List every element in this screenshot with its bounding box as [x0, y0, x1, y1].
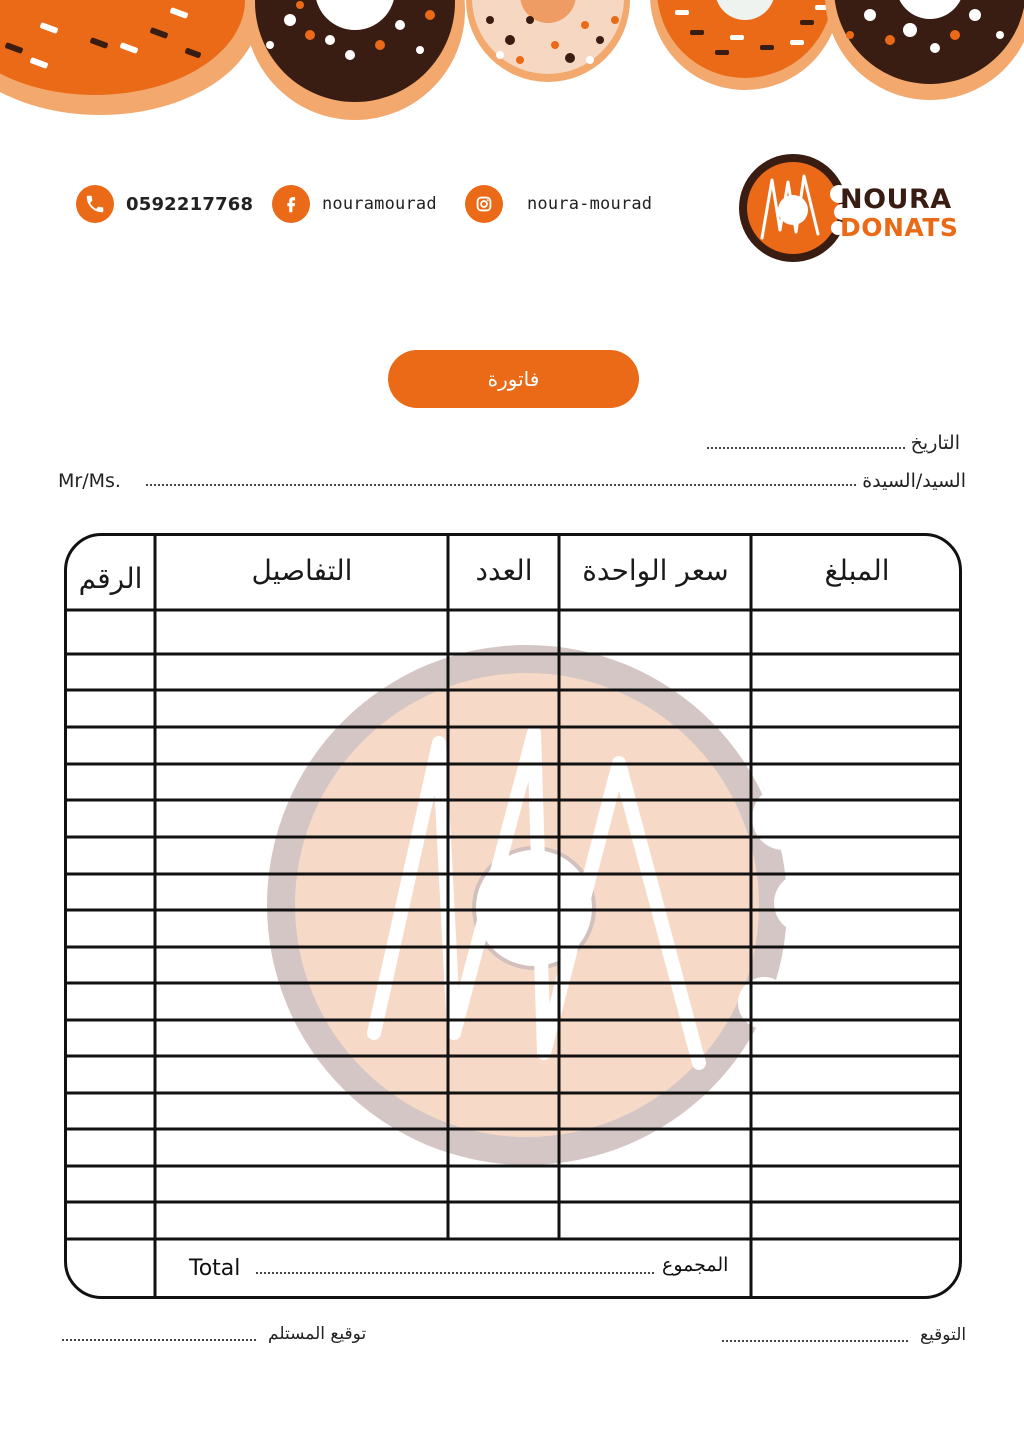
col-header-unit-price: سعر الواحدة	[582, 553, 729, 587]
signature-label: التوقيع	[920, 1325, 967, 1345]
donut-banner	[0, 0, 1024, 130]
donut-2	[245, 0, 465, 120]
invoice-title: فاتورة	[388, 350, 639, 408]
date-label: التاريخ	[910, 432, 960, 454]
phone-number: 0592217768	[126, 193, 254, 215]
receiver-signature-line[interactable]	[62, 1339, 256, 1341]
phone-icon	[76, 185, 114, 223]
total-label-ar: المجموع	[662, 1254, 729, 1276]
facebook-icon	[272, 185, 310, 223]
total-label-en: Total	[189, 1256, 241, 1281]
instagram-handle: noura-mourad	[527, 194, 653, 214]
receiver-signature-label: توقيع المستلم	[268, 1324, 367, 1344]
signature	[722, 1325, 966, 1345]
col-header-amount: المبلغ	[824, 553, 890, 587]
instagram-icon	[465, 185, 503, 223]
col-header-details: التفاصيل	[251, 553, 353, 587]
contact-instagram	[465, 184, 652, 224]
brand-line-1: NOURA	[840, 184, 952, 215]
customer-line[interactable]	[146, 484, 856, 486]
receiver-signature	[62, 1324, 366, 1344]
invoice-table	[64, 533, 962, 1299]
contact-phone	[76, 184, 253, 224]
col-header-number: الرقم	[78, 561, 143, 595]
donut-4	[650, 0, 840, 90]
date-line[interactable]	[707, 447, 905, 449]
watermark-logo	[267, 645, 834, 1165]
brand-name	[840, 186, 958, 242]
donut-5	[825, 0, 1024, 100]
date-field	[701, 432, 960, 454]
donut-3	[466, 0, 630, 82]
brand-line-2: DONATS	[840, 213, 959, 242]
donut-1	[0, 0, 260, 115]
customer-field	[140, 470, 966, 492]
facebook-handle: nouramourad	[322, 194, 437, 214]
contact-facebook	[272, 184, 437, 224]
total-line[interactable]	[256, 1272, 654, 1274]
customer-label-en: Mr/Ms.	[58, 470, 121, 492]
customer-label: السيد/السيدة	[862, 470, 966, 492]
signature-line[interactable]	[722, 1340, 908, 1342]
col-header-quantity: العدد	[475, 553, 533, 587]
